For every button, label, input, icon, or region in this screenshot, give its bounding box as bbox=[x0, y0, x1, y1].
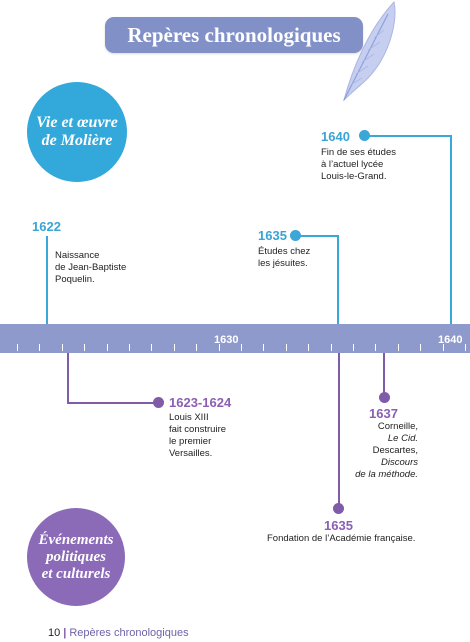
political-event-year-1635: 1635 bbox=[324, 518, 353, 533]
timeline-tick bbox=[286, 344, 287, 351]
timeline-tick bbox=[465, 344, 466, 351]
connector-line bbox=[450, 135, 452, 324]
timeline-tick bbox=[62, 344, 63, 351]
timeline-tick bbox=[331, 344, 332, 351]
events-circle-line3: et culturels bbox=[41, 565, 111, 582]
life-event-year-1640: 1640 bbox=[321, 129, 350, 144]
life-event-year-1622: 1622 bbox=[32, 219, 61, 234]
timeline-tick bbox=[129, 344, 130, 351]
timeline-tick bbox=[17, 344, 18, 351]
page-footer bbox=[48, 627, 189, 639]
political-event-text-1637: Corneille, Le Cid. Descartes, Discours de la méthode. bbox=[355, 421, 418, 480]
connector-line bbox=[300, 235, 338, 237]
timeline-tick bbox=[84, 344, 85, 351]
events-circle bbox=[27, 508, 125, 606]
timeline-tick bbox=[308, 344, 309, 351]
life-event-text-1640: Fin de ses études à l’actuel lycée Louis-le-Grand. bbox=[321, 147, 396, 182]
connector-line bbox=[338, 353, 340, 505]
political-event-year-1623: 1623-1624 bbox=[169, 395, 232, 410]
page-title: Repères chronologiques bbox=[127, 23, 341, 47]
timeline-tick bbox=[398, 344, 399, 351]
connector-line bbox=[383, 353, 385, 393]
timeline-label-1640: 1640 bbox=[438, 334, 463, 346]
life-event-text-1622: Naissance de Jean-Baptiste Poquelin. bbox=[55, 250, 127, 285]
timeline-tick bbox=[174, 344, 175, 351]
life-event-text-1635: Études chez les jésuites. bbox=[258, 246, 311, 269]
timeline-tick bbox=[375, 344, 376, 351]
footer-separator: | bbox=[63, 627, 67, 639]
timeline-tick bbox=[151, 344, 152, 351]
timeline-tick bbox=[39, 344, 40, 351]
political-event-dot-1637 bbox=[379, 392, 390, 403]
feather-icon bbox=[338, 0, 400, 104]
life-circle-line1: Vie et œuvre bbox=[36, 114, 118, 131]
page-number: 10 bbox=[48, 627, 61, 639]
timeline-tick bbox=[420, 344, 421, 351]
timeline-tick bbox=[107, 344, 108, 351]
events-circle-line2: politiques bbox=[45, 548, 106, 565]
connector-line bbox=[67, 353, 69, 403]
life-event-year-1635: 1635 bbox=[258, 228, 287, 243]
events-circle-line1: Événements bbox=[38, 531, 114, 548]
political-event-year-1637: 1637 bbox=[369, 406, 398, 421]
timeline-label-1630: 1630 bbox=[214, 334, 239, 346]
political-event-text-1623: Louis XIII fait construire le premier Versailles. bbox=[169, 412, 227, 459]
life-circle-line2: de Molière bbox=[41, 132, 113, 149]
connector-line bbox=[46, 236, 48, 324]
political-event-dot-1635 bbox=[333, 503, 344, 514]
timeline-tick bbox=[353, 344, 354, 351]
political-event-text-1635: Fondation de l’Académie française. bbox=[267, 533, 416, 544]
connector-line bbox=[369, 135, 451, 137]
timeline-tick bbox=[263, 344, 264, 351]
footer-label: Repères chronologiques bbox=[69, 627, 189, 639]
timeline-tick bbox=[241, 344, 242, 351]
timeline-tick bbox=[196, 344, 197, 351]
connector-line bbox=[67, 402, 155, 404]
life-work-circle bbox=[27, 82, 127, 182]
connector-line bbox=[337, 235, 339, 324]
political-event-dot-1623 bbox=[153, 397, 164, 408]
